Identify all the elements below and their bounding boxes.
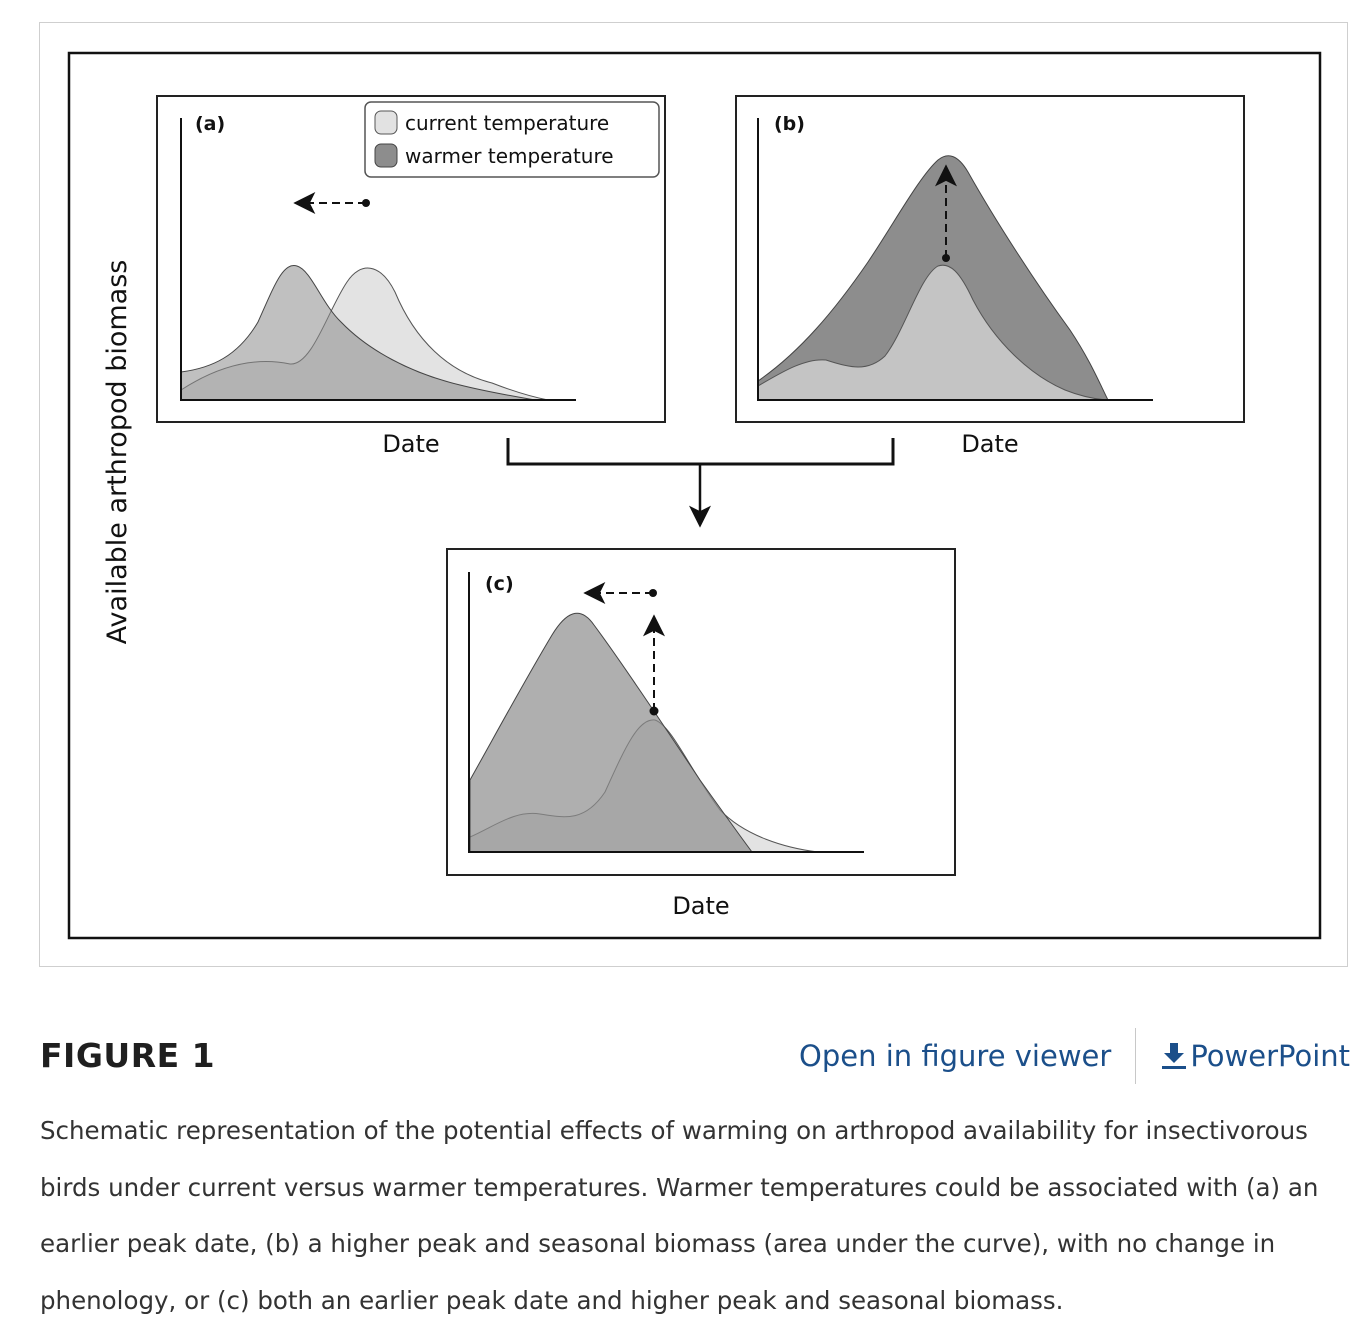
legend-swatch-current xyxy=(375,111,397,134)
panel-label: (c) xyxy=(485,573,514,595)
figure-actions xyxy=(799,1028,1350,1084)
powerpoint-label: PowerPoint xyxy=(1190,1039,1350,1073)
y-axis-label: Available arthropod biomass xyxy=(102,259,133,645)
x-axis-label: Date xyxy=(672,892,730,920)
powerpoint-link[interactable] xyxy=(1160,1039,1350,1073)
connector-bracket xyxy=(508,438,893,464)
panel-label: (b) xyxy=(774,113,805,135)
legend xyxy=(365,102,659,177)
x-axis-label: Date xyxy=(961,430,1019,458)
legend-warmer-label: warmer temperature xyxy=(405,144,614,168)
download-icon xyxy=(1160,1041,1188,1071)
panel-a xyxy=(157,96,665,458)
panel-b xyxy=(736,96,1244,458)
legend-current-label: current temperature xyxy=(405,111,610,135)
panel-label: (a) xyxy=(195,113,226,135)
panel-c xyxy=(447,549,955,920)
figure-title: FIGURE 1 xyxy=(40,1036,216,1075)
x-axis-label: Date xyxy=(382,430,440,458)
open-figure-viewer-link[interactable]: Open in figure viewer xyxy=(799,1039,1112,1073)
figure-caption: Schematic representation of the potential effects of warming on arthropod availability for insectivorous birds under current versus warmer temperatures. Warmer temperatures could be associated with (a) an earlier peak date, (b) a higher peak and seasonal biomass (area under the curve), with no change in phenology, or (c) both an earlier peak date and higher peak and seasonal biomass. xyxy=(40,1116,1319,1315)
legend-swatch-warmer xyxy=(375,144,397,167)
divider xyxy=(1135,1028,1136,1084)
